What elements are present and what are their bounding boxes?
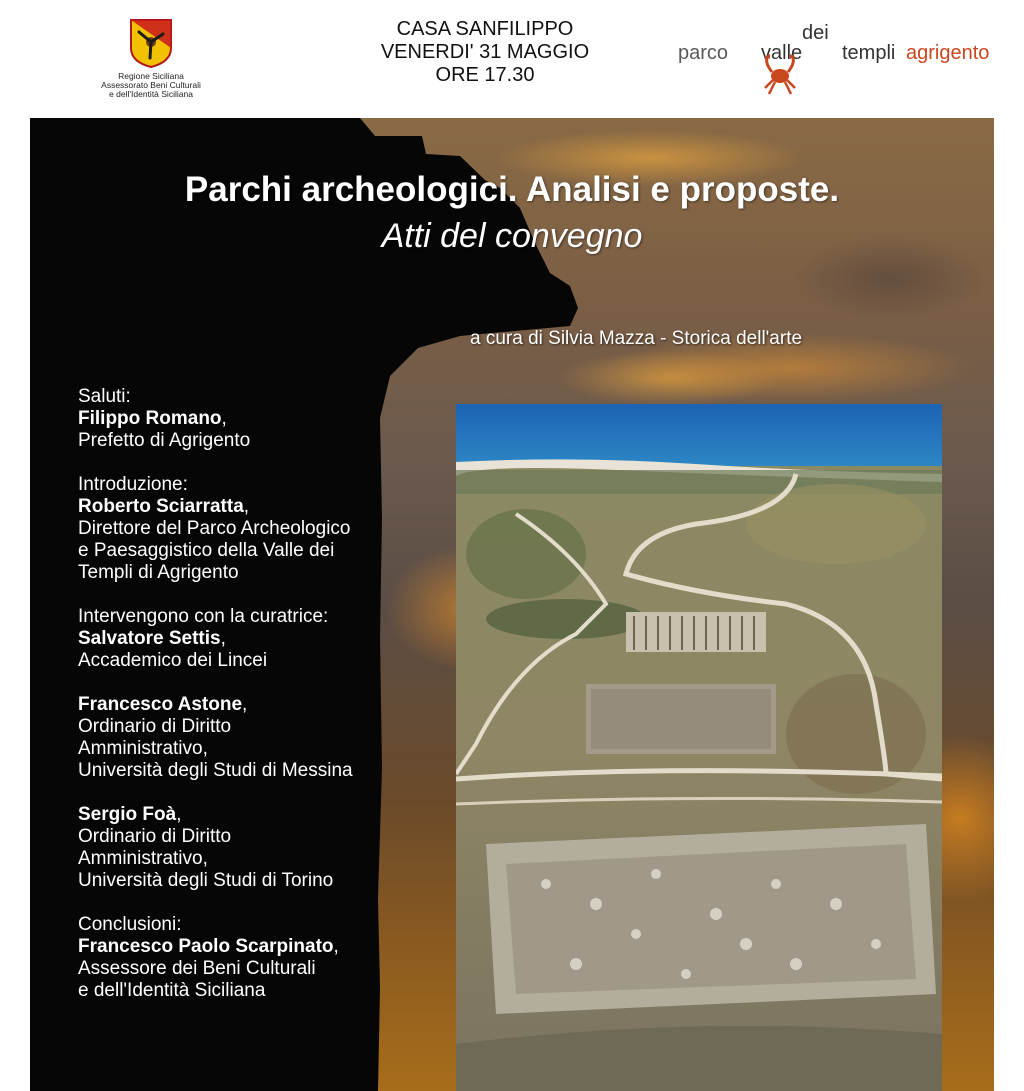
speaker-name: Sergio Foà — [78, 804, 177, 825]
header — [0, 0, 1024, 118]
park-logo — [678, 22, 990, 108]
park-logo-templi: templi — [842, 42, 896, 64]
program-section-saluti: Saluti: Filippo Romano, Prefetto di Agrigento — [78, 386, 458, 452]
program-section-introduzione: Introduzione: Roberto Sciarratta, Direttore del Parco Archeologico e Paesaggistico della Valle dei Templi di Agrigento — [78, 474, 458, 584]
speaker-name: Francesco Astone — [78, 694, 243, 715]
speaker-role: e dell'Identità Siciliana — [78, 980, 266, 1001]
event-venue: CASA SANFILIPPO — [396, 18, 574, 40]
section-heading: Intervengono con la curatrice: — [78, 606, 329, 627]
speaker-role: Ordinario di Diritto — [78, 716, 232, 737]
region-line-3: e dell'Identità Siciliana — [109, 89, 193, 99]
region-line-1: Regione Siciliana — [118, 71, 184, 81]
speaker-role: Assessore dei Beni Culturali — [78, 958, 316, 979]
program-section-foa: Sergio Foà, Ordinario di Diritto Amministrativo, Università degli Studi di Torino — [78, 804, 458, 892]
speaker-role: Amministrativo, — [78, 738, 208, 759]
speaker-name: Francesco Paolo Scarpinato — [78, 936, 334, 957]
speaker-role: e Paesaggistico della Valle dei — [78, 540, 335, 561]
curator-credit: a cura di Silvia Mazza - Storica dell'arte — [470, 328, 803, 349]
park-logo-valle: valle — [761, 42, 803, 64]
speaker-name: Roberto Sciarratta — [78, 496, 244, 517]
speaker-role: Direttore del Parco Archeologico — [78, 518, 351, 539]
region-logo — [96, 18, 206, 99]
speaker-role: Amministrativo, — [78, 848, 208, 869]
section-heading: Conclusioni: — [78, 914, 182, 935]
aerial-temple-photo — [456, 404, 942, 1091]
speaker-role: Ordinario di Diritto — [78, 826, 232, 847]
section-heading: Saluti: — [78, 386, 131, 407]
event-time: ORE 17.30 — [435, 64, 535, 86]
park-logo-dei: dei — [802, 22, 829, 44]
region-line-2: Assessorato Beni Culturali — [101, 80, 201, 90]
event-date: VENERDI' 31 MAGGIO — [380, 41, 590, 63]
program-section-astone: Francesco Astone, Ordinario di Diritto Amministrativo, Università degli Studi di Messina — [78, 694, 458, 782]
program-section-intervengono: Intervengono con la curatrice: Salvatore Settis, Accademico dei Lincei — [78, 606, 458, 672]
speaker-role: Università degli Studi di Messina — [78, 760, 353, 781]
park-logo-parco: parco — [678, 42, 729, 64]
park-logo-agrigento: agrigento — [906, 42, 990, 64]
event-info — [350, 18, 620, 87]
trinacria-coat-of-arms-icon — [129, 18, 173, 68]
speaker-role: Accademico dei Lincei — [78, 650, 268, 671]
section-heading: Introduzione: — [78, 474, 188, 495]
speaker-role: Università degli Studi di Torino — [78, 870, 334, 891]
poster-subtitle: Atti del convegno — [381, 217, 643, 255]
speaker-name: Salvatore Settis — [78, 628, 221, 649]
program — [78, 386, 458, 1024]
speaker-name: Filippo Romano — [78, 408, 222, 429]
poster — [30, 118, 994, 1091]
speaker-role: Templi di Agrigento — [78, 562, 239, 583]
program-section-conclusioni: Conclusioni: Francesco Paolo Scarpinato, Assessore dei Beni Culturali e dell'Identità Siciliana — [78, 914, 458, 1002]
crab-icon — [760, 52, 800, 98]
speaker-role: Prefetto di Agrigento — [78, 430, 251, 451]
poster-title: Parchi archeologici. Analisi e proposte. — [184, 170, 840, 209]
